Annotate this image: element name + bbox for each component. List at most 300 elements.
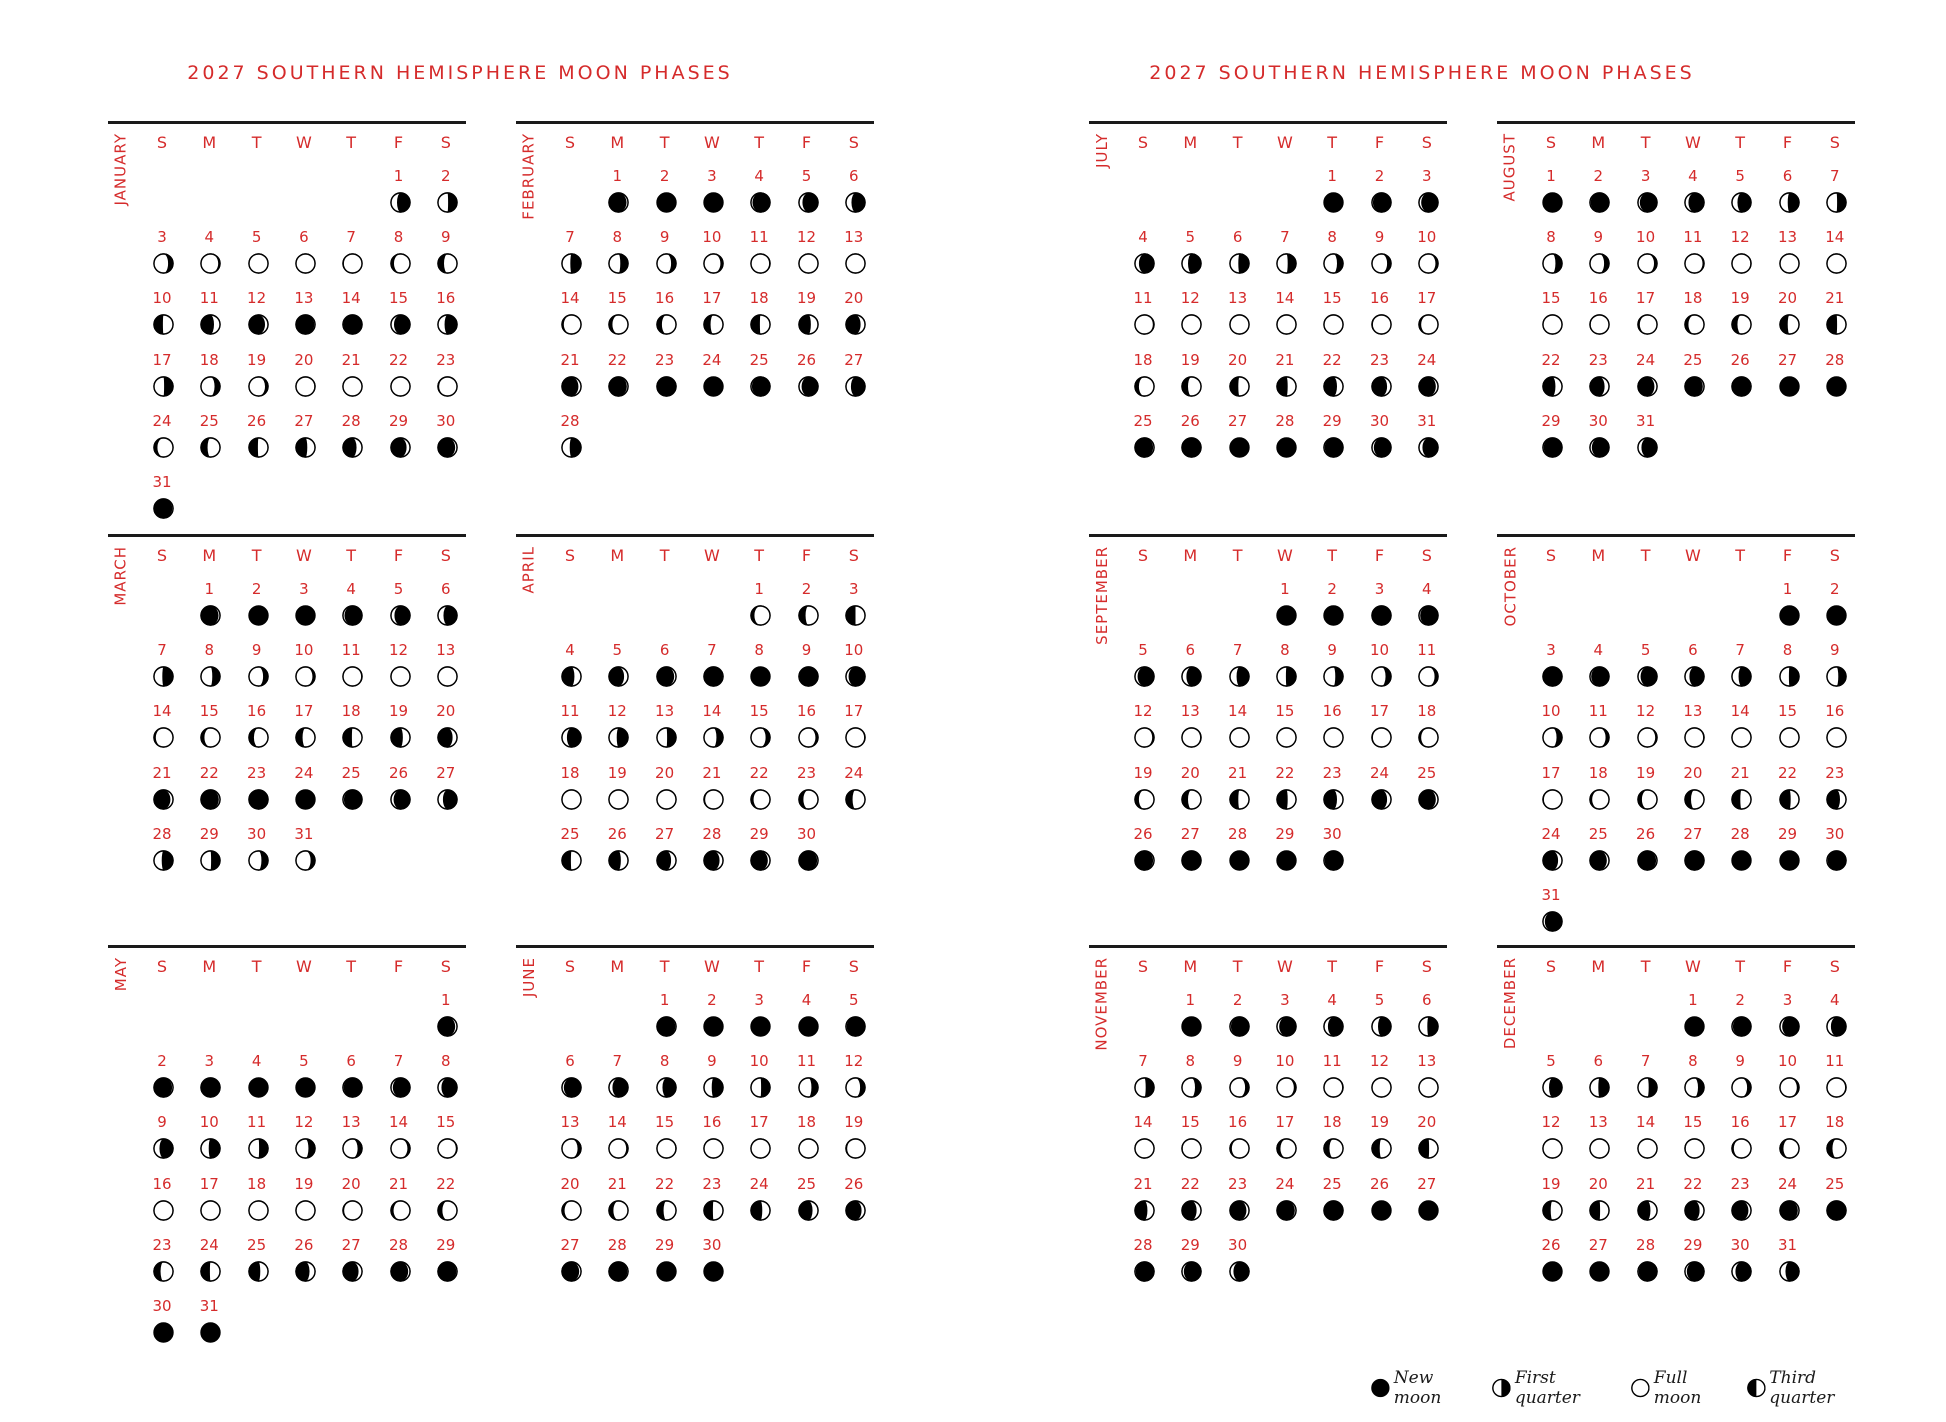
weekday-header: T <box>1232 546 1243 565</box>
moon-phase-icon <box>341 1260 364 1283</box>
day-number: 13 <box>1180 702 1200 721</box>
day-cell <box>426 228 466 274</box>
day-number: 18 <box>560 763 580 782</box>
moon-phase-icon <box>1322 252 1345 275</box>
moon-phase-icon <box>655 788 678 811</box>
month-name-label: MAY <box>112 957 130 992</box>
day-number: 18 <box>341 702 361 721</box>
day-number: 20 <box>436 702 456 721</box>
moon-phase-icon <box>1778 849 1801 872</box>
day-number: 3 <box>157 228 167 247</box>
day-cell <box>692 167 732 213</box>
legend-item <box>1491 1368 1620 1408</box>
weekday-header: M <box>1591 133 1606 152</box>
day-cell <box>189 351 229 397</box>
day-number: 20 <box>1180 763 1200 782</box>
day-cell <box>1170 1175 1210 1221</box>
moon-phase-icon <box>1588 726 1611 749</box>
day-number: 27 <box>1417 1174 1437 1193</box>
moon-phase-icon <box>199 1260 222 1283</box>
day-cell <box>1360 1113 1400 1159</box>
day-number: 13 <box>844 228 864 247</box>
moon-phase-icon <box>1825 788 1848 811</box>
moon-phase-icon <box>844 1199 867 1222</box>
day-cell <box>692 228 732 274</box>
moon-phase-icon <box>1133 375 1156 398</box>
moon-phase-icon <box>199 1076 222 1099</box>
day-cell <box>237 1052 277 1098</box>
day-cell <box>1170 1113 1210 1159</box>
day-cell <box>1673 702 1713 748</box>
moon-phase-icon <box>702 1199 725 1222</box>
day-number: 10 <box>1636 228 1656 247</box>
weekday-header: S <box>848 957 859 976</box>
moon-phase-icon <box>1322 375 1345 398</box>
day-cell <box>1407 167 1447 213</box>
day-number: 5 <box>801 167 812 185</box>
moon-phase-icon <box>655 1076 678 1099</box>
day-number: 27 <box>1777 350 1798 369</box>
day-cell <box>142 702 182 748</box>
day-cell <box>1626 825 1666 871</box>
weekday-header: F <box>1374 546 1385 565</box>
day-number: 7 <box>565 228 575 247</box>
day-number: 23 <box>1228 1174 1248 1193</box>
weekday-header: F <box>801 546 812 565</box>
day-number: 1 <box>1546 167 1556 185</box>
day-number: 7 <box>612 1052 623 1071</box>
moon-phase-icon <box>1778 252 1801 275</box>
day-number: 18 <box>749 289 769 308</box>
day-number: 3 <box>754 991 764 1009</box>
moon-phase-icon <box>1228 252 1251 275</box>
day-cell <box>1123 289 1163 335</box>
day-number: 12 <box>607 702 627 721</box>
day-number: 20 <box>655 763 675 782</box>
day-number: 6 <box>1688 641 1698 660</box>
moon-phase-icon <box>1133 252 1156 275</box>
moon-phase-icon <box>1228 375 1251 398</box>
moon-phase-icon <box>749 1199 772 1222</box>
moon-phase-icon <box>1370 1015 1393 1038</box>
day-cell <box>1720 289 1760 335</box>
moon-phase-icon <box>702 375 725 398</box>
moon-phase-icon <box>1778 1260 1801 1283</box>
day-number: 17 <box>1541 763 1561 782</box>
day-cell <box>787 580 827 626</box>
day-cell <box>692 289 732 335</box>
day-number: 31 <box>294 824 314 843</box>
day-cell <box>1578 702 1618 748</box>
moon-phase-icon <box>389 436 412 459</box>
day-cell <box>1578 825 1618 871</box>
moon-phase-icon <box>294 604 317 627</box>
day-number: 9 <box>707 1052 717 1071</box>
day-cell <box>1312 289 1352 335</box>
day-number: 3 <box>707 167 717 185</box>
moon-phase-icon <box>1417 665 1440 688</box>
day-cell <box>787 991 827 1037</box>
moon-phase-icon <box>560 436 583 459</box>
moon-phase-icon <box>749 375 772 398</box>
moon-phase-icon <box>1322 1076 1345 1099</box>
month-april <box>516 534 874 934</box>
moon-phase-icon <box>1275 1199 1298 1222</box>
day-number: 29 <box>1777 824 1798 843</box>
moon-phase-icon <box>247 849 270 872</box>
day-cell <box>1265 351 1305 397</box>
day-cell <box>1815 1175 1855 1221</box>
moon-phase-icon <box>1322 1199 1345 1222</box>
weekday-header: W <box>1276 957 1293 976</box>
month-rule <box>1089 121 1447 124</box>
day-number: 16 <box>436 289 456 308</box>
day-cell <box>379 1175 419 1221</box>
moon-phase-icon <box>199 313 222 336</box>
moon-phase-icon <box>1541 191 1564 214</box>
moon-phase-icon <box>844 788 867 811</box>
day-number: 15 <box>1541 289 1561 308</box>
month-name-label: OCTOBER <box>1501 546 1519 627</box>
weekday-header: M <box>202 133 217 152</box>
moon-phase-icon <box>389 665 412 688</box>
day-cell <box>1531 351 1571 397</box>
day-number: 20 <box>294 350 314 369</box>
day-cell <box>834 1175 874 1221</box>
weekday-header: M <box>610 546 625 565</box>
day-cell <box>1312 641 1352 687</box>
day-number: 28 <box>1730 824 1750 843</box>
moon-phase-icon <box>436 375 459 398</box>
month-name-label: MARCH <box>112 546 130 606</box>
day-cell <box>1768 1175 1808 1221</box>
day-number: 21 <box>1228 763 1248 782</box>
day-cell <box>787 825 827 871</box>
day-number: 6 <box>659 641 670 660</box>
weekday-header: W <box>1276 133 1293 152</box>
day-cell <box>1312 825 1352 871</box>
day-cell <box>1312 1052 1352 1098</box>
moon-phase-icon <box>1180 1015 1203 1038</box>
day-number: 7 <box>346 228 356 247</box>
moon-phase-icon <box>1228 313 1251 336</box>
day-cell <box>1768 702 1808 748</box>
day-number: 23 <box>1588 350 1608 369</box>
moon-phase-icon <box>1825 726 1848 749</box>
day-number: 16 <box>702 1113 722 1132</box>
moon-phase-icon <box>436 788 459 811</box>
day-number: 24 <box>1541 824 1561 843</box>
moon-phase-icon <box>560 252 583 275</box>
day-number: 21 <box>1133 1174 1153 1193</box>
moon-phase-icon <box>702 252 725 275</box>
day-cell <box>237 702 277 748</box>
day-number: 10 <box>1541 702 1561 721</box>
day-number: 4 <box>204 228 215 247</box>
moon-phase-icon <box>1683 1137 1706 1160</box>
day-number: 17 <box>1417 289 1437 308</box>
moon-phase-icon <box>1275 665 1298 688</box>
day-number: 20 <box>1228 350 1248 369</box>
day-cell <box>834 991 874 1037</box>
day-number: 8 <box>659 1052 670 1071</box>
day-cell <box>426 351 466 397</box>
day-number: 2 <box>1374 167 1385 185</box>
moon-phase-icon <box>1228 1076 1251 1099</box>
weekday-header: S <box>1545 957 1557 976</box>
moon-phase-icon <box>1730 1260 1753 1283</box>
day-cell <box>550 351 590 397</box>
moon-phase-icon <box>436 436 459 459</box>
moon-phase-icon <box>1730 191 1753 214</box>
month-may <box>108 945 466 1345</box>
day-number: 13 <box>341 1113 361 1132</box>
day-cell <box>550 412 590 458</box>
month-name <box>1089 133 1109 283</box>
day-number: 2 <box>801 580 812 598</box>
moon-phase-icon <box>797 788 820 811</box>
moon-phase-icon <box>607 1199 630 1222</box>
day-cell <box>692 764 732 810</box>
day-number: 16 <box>1730 1113 1750 1132</box>
moon-phase-icon <box>1228 665 1251 688</box>
moon-phase-icon <box>1825 1015 1848 1038</box>
day-cell <box>142 351 182 397</box>
day-number: 14 <box>1228 702 1248 721</box>
moon-phase-icon <box>1228 436 1251 459</box>
moon-phase-icon <box>607 665 630 688</box>
day-number: 21 <box>560 350 580 369</box>
day-number: 24 <box>1369 763 1390 782</box>
day-cell <box>237 825 277 871</box>
day-cell <box>1360 764 1400 810</box>
day-cell <box>189 702 229 748</box>
moon-phase-icon <box>1730 788 1753 811</box>
day-number: 2 <box>1735 991 1745 1009</box>
weekday-header: M <box>610 957 625 976</box>
moon-phase-icon <box>655 1137 678 1160</box>
day-number: 16 <box>796 702 817 721</box>
weekday-header: S <box>564 546 576 565</box>
day-number: 17 <box>749 1113 769 1132</box>
day-number: 1 <box>612 167 623 185</box>
day-cell <box>284 1113 324 1159</box>
day-cell <box>692 641 732 687</box>
moon-phase-icon <box>247 1260 270 1283</box>
moon-phase-icon <box>1417 1199 1440 1222</box>
day-cell <box>284 764 324 810</box>
weekday-header: W <box>295 546 312 565</box>
day-number: 9 <box>1327 641 1337 660</box>
day-cell <box>1720 641 1760 687</box>
month-january <box>108 121 466 521</box>
moon-phase-icon <box>247 1199 270 1222</box>
weekday-header: W <box>703 133 720 152</box>
weekday-header: W <box>1684 133 1701 152</box>
day-number: 5 <box>1546 1052 1556 1071</box>
day-cell <box>550 641 590 687</box>
day-number: 25 <box>1417 763 1437 782</box>
legend-moon-icon <box>1370 1377 1391 1399</box>
day-number: 16 <box>1322 702 1342 721</box>
day-cell <box>237 351 277 397</box>
moon-phase-icon <box>560 849 583 872</box>
weekday-header: M <box>202 957 217 976</box>
moon-phase-icon <box>1636 313 1659 336</box>
weekday-header: W <box>295 133 312 152</box>
day-number: 8 <box>393 228 404 247</box>
day-cell <box>1626 1175 1666 1221</box>
day-cell <box>1673 1052 1713 1098</box>
moon-phase-icon <box>341 313 364 336</box>
weekday-header: W <box>1684 957 1701 976</box>
day-number: 17 <box>1636 289 1656 308</box>
day-number: 27 <box>436 763 456 782</box>
weekday-header: T <box>754 133 765 152</box>
moon-phase-icon <box>1417 1015 1440 1038</box>
day-cell <box>1360 641 1400 687</box>
day-cell <box>739 1113 779 1159</box>
moon-phase-icon <box>1825 665 1848 688</box>
day-cell <box>426 580 466 626</box>
moon-phase-icon <box>749 1015 772 1038</box>
month-name-label: AUGUST <box>1501 133 1519 202</box>
day-number: 1 <box>393 167 404 185</box>
day-number: 10 <box>199 1113 219 1132</box>
day-number: 21 <box>1730 763 1750 782</box>
day-number: 29 <box>1683 1235 1703 1254</box>
moon-phase-icon <box>797 313 820 336</box>
weekday-header: F <box>801 957 812 976</box>
moon-phase-icon <box>797 1076 820 1099</box>
day-number: 13 <box>1777 228 1798 247</box>
weekday-header: T <box>1232 957 1243 976</box>
day-number: 5 <box>251 228 262 247</box>
day-cell <box>645 702 685 748</box>
weekday-header: F <box>1782 546 1793 565</box>
moon-phase-icon <box>1370 726 1393 749</box>
day-number: 12 <box>1636 702 1656 721</box>
day-number: 27 <box>341 1235 361 1254</box>
moon-phase-icon <box>1180 1260 1203 1283</box>
day-number: 12 <box>1541 1113 1561 1132</box>
moon-phase-icon <box>1417 252 1440 275</box>
day-number: 2 <box>659 167 670 185</box>
weekday-header: W <box>703 546 720 565</box>
day-number: 8 <box>1688 1052 1698 1071</box>
day-number: 30 <box>1369 411 1390 430</box>
day-cell <box>237 641 277 687</box>
moon-phase-icon <box>655 665 678 688</box>
day-number: 29 <box>199 824 219 843</box>
weekday-header: T <box>754 546 765 565</box>
day-cell <box>787 641 827 687</box>
day-cell <box>1768 1052 1808 1098</box>
day-cell <box>787 764 827 810</box>
day-cell <box>1407 289 1447 335</box>
day-cell <box>1720 702 1760 748</box>
moon-phase-icon <box>1588 375 1611 398</box>
day-number: 27 <box>844 350 864 369</box>
moon-phase-icon <box>1825 1137 1848 1160</box>
moon-phase-icon <box>1228 1260 1251 1283</box>
moon-phase-icon <box>702 313 725 336</box>
day-number: 22 <box>436 1174 456 1193</box>
day-number: 7 <box>1232 641 1243 660</box>
month-august <box>1497 121 1855 521</box>
moon-phase-icon <box>560 726 583 749</box>
day-number: 19 <box>796 289 817 308</box>
day-cell <box>1626 228 1666 274</box>
day-cell <box>1218 1236 1258 1282</box>
day-number: 17 <box>199 1174 219 1193</box>
day-cell <box>1815 289 1855 335</box>
day-number: 22 <box>1541 350 1561 369</box>
day-cell <box>1815 825 1855 871</box>
day-cell <box>692 825 732 871</box>
day-cell <box>1312 991 1352 1037</box>
day-cell <box>1407 764 1447 810</box>
moon-phase-icon <box>844 1137 867 1160</box>
moon-phase-icon <box>199 665 222 688</box>
moon-phase-icon <box>1588 1199 1611 1222</box>
day-number: 11 <box>1133 289 1153 308</box>
moon-phase-icon <box>199 849 222 872</box>
day-cell <box>1170 825 1210 871</box>
legend-item <box>1370 1368 1481 1408</box>
day-cell <box>1626 1113 1666 1159</box>
day-number: 23 <box>1322 763 1342 782</box>
day-number: 15 <box>388 289 409 308</box>
day-number: 29 <box>388 411 409 430</box>
moon-phase-icon <box>152 1260 175 1283</box>
moon-phase-icon <box>797 1137 820 1160</box>
day-number: 22 <box>607 350 627 369</box>
day-cell <box>739 289 779 335</box>
moon-phase-icon <box>844 726 867 749</box>
weekday-header: M <box>1183 957 1198 976</box>
moon-phase-icon <box>1370 1076 1393 1099</box>
month-name-label: JUNE <box>520 957 538 998</box>
day-number: 18 <box>199 350 219 369</box>
day-cell <box>1768 764 1808 810</box>
day-number: 9 <box>1830 641 1840 660</box>
moon-phase-icon <box>1180 436 1203 459</box>
day-cell <box>426 1052 466 1098</box>
title-right: 2027 SOUTHERN HEMISPHERE MOON PHASES <box>1149 62 1695 84</box>
moon-phase-icon <box>389 252 412 275</box>
day-number: 28 <box>1133 1235 1153 1254</box>
moon-phase-icon <box>1778 1076 1801 1099</box>
moon-phase-icon <box>1322 313 1345 336</box>
day-number: 7 <box>707 641 717 660</box>
day-cell <box>1170 351 1210 397</box>
moon-phase-icon <box>436 252 459 275</box>
moon-phase-icon <box>1636 252 1659 275</box>
moon-phase-icon <box>560 1137 583 1160</box>
month-name <box>108 133 128 283</box>
day-number: 9 <box>1735 1052 1745 1071</box>
moon-phase-icon <box>436 1260 459 1283</box>
moon-phase-icon <box>341 252 364 275</box>
day-cell <box>1578 351 1618 397</box>
moon-phase-icon <box>1417 604 1440 627</box>
weekday-header: T <box>659 957 670 976</box>
day-cell <box>237 1236 277 1282</box>
day-cell <box>1407 228 1447 274</box>
moon-phase-icon <box>1636 375 1659 398</box>
day-cell <box>1720 991 1760 1037</box>
